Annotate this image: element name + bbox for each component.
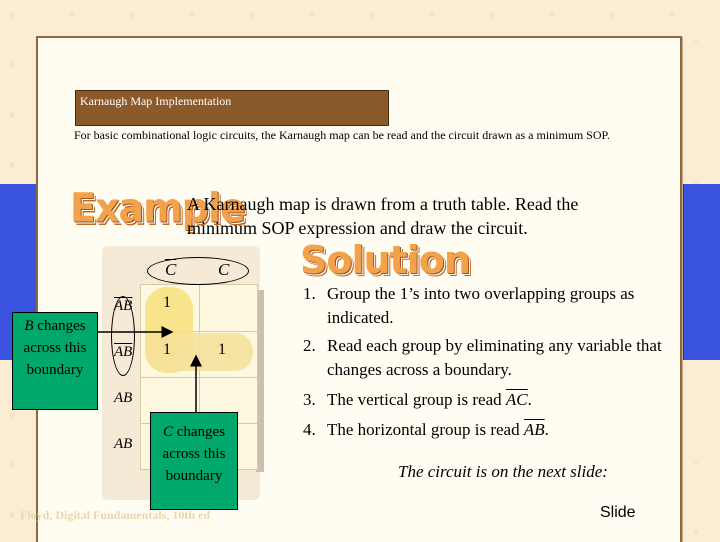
example-label: Example [70, 184, 245, 232]
slide-label: Slide [600, 504, 636, 521]
kmap-cell: 1 [163, 294, 171, 311]
row-header-a-b-bar: AB [114, 436, 133, 452]
col-header-c: C [218, 260, 230, 279]
step-number: 4. [303, 420, 316, 439]
next-slide-note: The circuit is on the next slide: [398, 462, 608, 481]
callout-c-var: C [162, 424, 173, 440]
kmap-cell: 1 [163, 341, 171, 358]
step-number: 1. [303, 284, 316, 303]
callout-c-text: changes across this boundary [162, 424, 226, 484]
footer-credit: Floyd, Digital Fundamentals, 10th ed [20, 508, 211, 522]
step-text: Group the 1’s into two overlapping groups as indicated. [327, 284, 635, 327]
row-header-ab: AB [114, 390, 133, 406]
step-text [327, 418, 667, 442]
row-header-ab-bar: $\overline{AB}$ [114, 298, 133, 314]
page-title: Karnaugh Map Implementation [80, 94, 232, 108]
step-expression: $\overline{AB}$ [523, 420, 545, 439]
step-text: Read each group by eliminating any variable that changes across a boundary. [327, 336, 662, 379]
step-text [327, 388, 667, 412]
subtitle: For basic combinational logic circuits, the Karnaugh map can be read and the circuit drawn as a minimum SOP. [74, 128, 610, 142]
col-header-c-bar: $\overline{C}$ [165, 260, 177, 279]
step-number: 2. [303, 336, 316, 355]
callout-c-changes [150, 412, 238, 510]
solution-label: Solution [300, 238, 470, 282]
step-text-lead: The horizontal group is read [327, 420, 524, 439]
callout-b-text: changes across this boundary [23, 318, 87, 378]
step-text-lead: The vertical group is read [327, 390, 506, 409]
step-expression: $\overline{AC}$ [505, 390, 528, 409]
intro-text: A Karnaugh map is drawn from a truth table. Read the minimum SOP expression and draw the circuit. [187, 194, 579, 238]
callout-b-var: B [24, 318, 34, 334]
step-end: . [527, 390, 532, 409]
callout-b-changes [12, 312, 98, 410]
row-header-a-bar-b: $\overline{AB}$ [114, 344, 133, 360]
step-number: 3. [303, 390, 316, 409]
kmap-cell: 1 [218, 341, 226, 358]
step-end: . [544, 420, 549, 439]
